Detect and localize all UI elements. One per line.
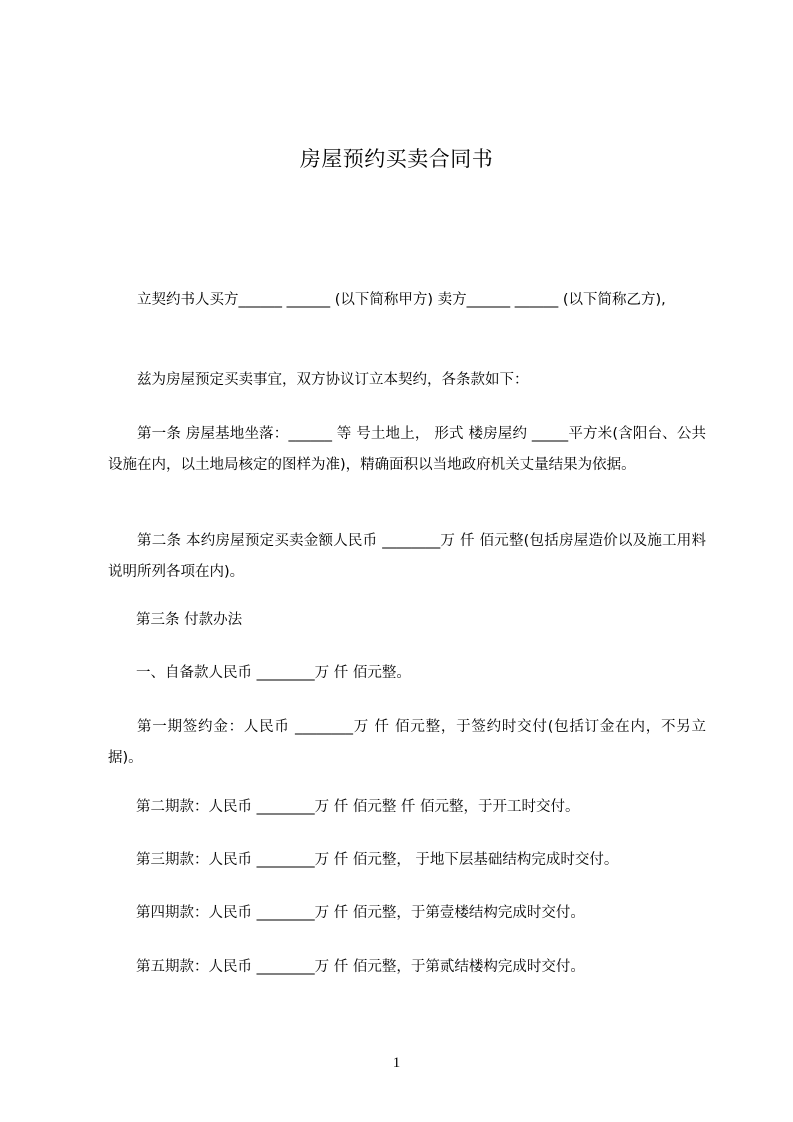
phase-4-line: 第四期款：人民币 ________万 仟 佰元整，于第壹楼结构完成时交付。 [136, 905, 585, 921]
phase-3-line: 第三期款：人民币 ________万 仟 佰元整， 于地下层基础结构完成时交付。 [136, 852, 619, 868]
intro-paragraph: 立契约书人买方______ ______ (以下简称甲方) 卖方______ ______ (以下简称乙方), [137, 292, 666, 308]
article-2-paragraph: 第二条 本约房屋预定买卖金额人民币 ________万 仟 佰元整(包括房屋造价以及施工用料说明所列各项在内)。 [108, 533, 706, 580]
purpose-paragraph: 兹为房屋预定买卖事宜，双方协议订立本契约，各条款如下： [137, 372, 529, 388]
article-1-paragraph: 第一条 房屋基地坐落：______ 等 号土地上， 形式 楼房屋约 _____平方米(含阳台、公共设施在内，以土地局核定的图样为准)，精确面积以当地政府机关丈量结果为依据。 [108, 426, 706, 473]
self-fund-line: 一、自备款人民币 ________万 仟 佰元整。 [136, 665, 411, 681]
article-3-heading: 第三条 付款办法 [136, 612, 243, 628]
phase-2-line: 第二期款：人民币 ________万 仟 佰元整 仟 佰元整，于开工时交付。 [136, 799, 580, 815]
phase-1-paragraph: 第一期签约金：人民币 ________万 仟 佰元整，于签约时交付(包括订金在内，不另立据)。 [108, 719, 706, 766]
phase-5-line: 第五期款：人民币 ________万 仟 佰元整，于第贰结楼构完成时交付。 [136, 959, 585, 975]
page-number: 1 [392, 1055, 401, 1071]
document-title: 房屋预约买卖合同书 [299, 147, 494, 171]
